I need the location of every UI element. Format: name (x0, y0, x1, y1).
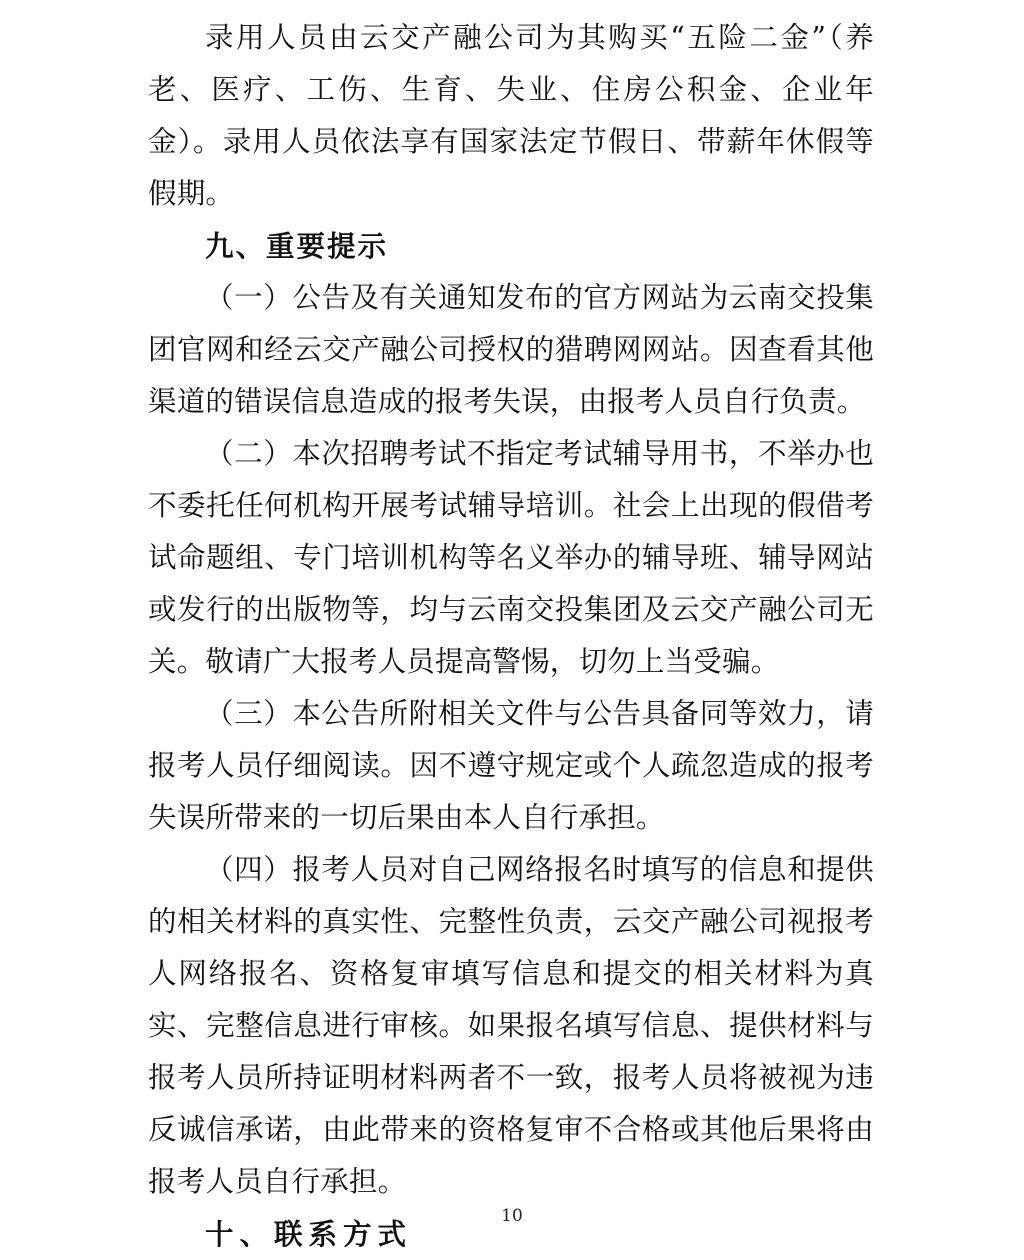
paragraph-note-four: （四）报考人员对自己网络报名时填写的信息和提供的相关材料的真实性、完整性负责，云交产融公司视报考人网络报名、资格复审填写信息和提交的相关材料为真实、完整信息进行审核。如果报名填写信息、提供材料与报考人员所持证明材料两者不一致，报考人员将被视为违反诚信承诺，由此带来的资格复审不合格或其他后果将由报考人员自行承担。 (148, 853, 874, 1198)
paragraph-benefits: 录用人员由云交产融公司为其购买“五险二金”（养老、医疗、工伤、生育、失业、住房公积金、企业年金）。录用人员依法享有国家法定节假日、带薪年休假等假期。 (148, 21, 874, 210)
paragraph-note-three: （三）本公告所附相关文件与公告具备同等效力，请报考人员仔细阅读。因不遵守规定或个人疏忽造成的报考失误所带来的一切后果由本人自行承担。 (148, 697, 874, 834)
paragraph-note-two: （二）本次招聘考试不指定考试辅导用书，不举办也不委托任何机构开展考试辅导培训。社会上出现的假借考试命题组、专门培训机构等名义举办的辅导班、辅导网站或发行的出版物等，均与云南交投集团及云交产融公司无关。敬请广大报考人员提高警惕，切勿上当受骗。 (148, 437, 874, 678)
section-heading-important-notes: 九、重要提示 (205, 229, 389, 263)
section-heading-contact: 十、联系方式 (205, 1217, 413, 1251)
document-body (148, 12, 874, 1260)
page-number: 10 (501, 1206, 523, 1226)
paragraph-note-one: （一）公告及有关通知发布的官方网站为云南交投集团官网和经云交产融公司授权的猎聘网网站。因查看其他渠道的错误信息造成的报考失误，由报考人员自行负责。 (148, 281, 874, 418)
